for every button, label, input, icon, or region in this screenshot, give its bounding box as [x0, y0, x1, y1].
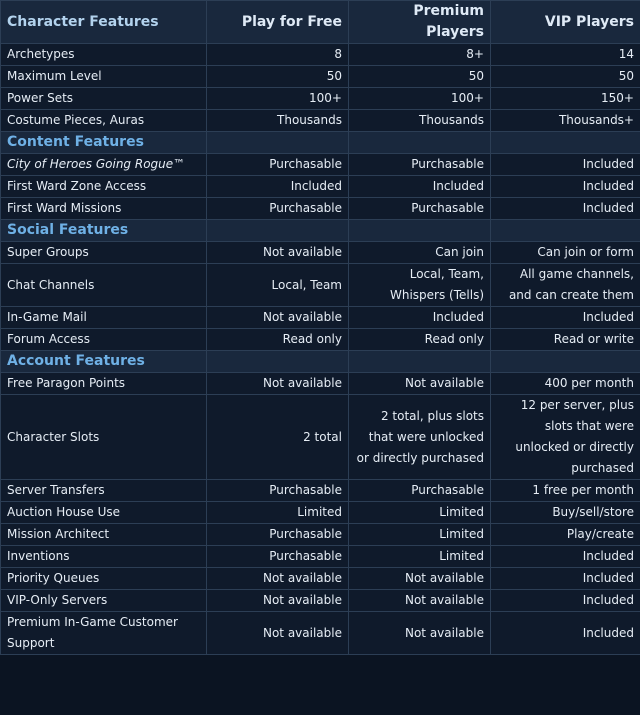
- section-empty-cell: [491, 220, 640, 242]
- feature-cell: Super Groups: [1, 242, 207, 264]
- section-empty-cell: [491, 132, 640, 154]
- premium-cell: 50: [349, 66, 491, 88]
- section-empty-cell: [349, 220, 491, 242]
- free-cell: Purchasable: [207, 198, 349, 220]
- section-header-row: [1, 351, 640, 373]
- free-cell: 2 total: [207, 395, 349, 480]
- premium-cell: Not available: [349, 612, 491, 655]
- header-play-for-free: Play for Free: [207, 1, 349, 44]
- feature-cell: Auction House Use: [1, 502, 207, 524]
- premium-cell: Local, Team, Whispers (Tells): [349, 264, 491, 307]
- free-cell: Local, Team: [207, 264, 349, 307]
- section-empty-cell: [207, 220, 349, 242]
- vip-cell: 150+: [491, 88, 640, 110]
- section-empty-cell: [349, 351, 491, 373]
- vip-cell: Included: [491, 198, 640, 220]
- free-cell: Limited: [207, 502, 349, 524]
- premium-cell: Not available: [349, 373, 491, 395]
- feature-cell: Forum Access: [1, 329, 207, 351]
- feature-cell: Inventions: [1, 546, 207, 568]
- section-empty-cell: [349, 132, 491, 154]
- vip-cell: Buy/sell/store: [491, 502, 640, 524]
- feature-cell: Power Sets: [1, 88, 207, 110]
- free-cell: Not available: [207, 590, 349, 612]
- table-row: [1, 395, 640, 480]
- free-cell: Purchasable: [207, 154, 349, 176]
- premium-cell: 8+: [349, 44, 491, 66]
- table-row: [1, 198, 640, 220]
- free-cell: Not available: [207, 242, 349, 264]
- premium-cell: 100+: [349, 88, 491, 110]
- header-vip-players: VIP Players: [491, 1, 640, 44]
- feature-cell: City of Heroes Going Rogue™: [1, 154, 207, 176]
- premium-cell: Read only: [349, 329, 491, 351]
- vip-cell: All game channels, and can create them: [491, 264, 640, 307]
- vip-cell: 14: [491, 44, 640, 66]
- premium-cell: Purchasable: [349, 480, 491, 502]
- table-row: [1, 176, 640, 198]
- free-cell: 100+: [207, 88, 349, 110]
- premium-cell: Not available: [349, 590, 491, 612]
- free-cell: Read only: [207, 329, 349, 351]
- premium-cell: Purchasable: [349, 198, 491, 220]
- section-title: Content Features: [1, 132, 207, 154]
- table-row: [1, 524, 640, 546]
- premium-cell: 2 total, plus slots that were unlocked or directly purchased: [349, 395, 491, 480]
- table-row: [1, 480, 640, 502]
- vip-cell: Can join or form: [491, 242, 640, 264]
- table-row: [1, 242, 640, 264]
- feature-cell: First Ward Missions: [1, 198, 207, 220]
- free-cell: Purchasable: [207, 480, 349, 502]
- table-row: [1, 568, 640, 590]
- feature-cell: In-Game Mail: [1, 307, 207, 329]
- premium-cell: Purchasable: [349, 154, 491, 176]
- vip-cell: Play/create: [491, 524, 640, 546]
- vip-cell: 1 free per month: [491, 480, 640, 502]
- header-row: [1, 1, 640, 44]
- table-row: [1, 329, 640, 351]
- table-row: [1, 88, 640, 110]
- free-cell: Not available: [207, 568, 349, 590]
- vip-cell: Included: [491, 154, 640, 176]
- vip-cell: Included: [491, 546, 640, 568]
- table-row: [1, 502, 640, 524]
- table-row: [1, 110, 640, 132]
- free-cell: Purchasable: [207, 546, 349, 568]
- header-character-features: Character Features: [1, 1, 207, 44]
- feature-cell: Free Paragon Points: [1, 373, 207, 395]
- vip-cell: Included: [491, 590, 640, 612]
- section-empty-cell: [207, 351, 349, 373]
- section-title: Account Features: [1, 351, 207, 373]
- table-body: [1, 44, 640, 655]
- free-cell: Thousands: [207, 110, 349, 132]
- free-cell: Included: [207, 176, 349, 198]
- free-cell: Purchasable: [207, 524, 349, 546]
- feature-cell: Priority Queues: [1, 568, 207, 590]
- free-cell: Not available: [207, 612, 349, 655]
- premium-cell: Included: [349, 307, 491, 329]
- section-empty-cell: [491, 351, 640, 373]
- table-row: [1, 373, 640, 395]
- table-row: [1, 612, 640, 655]
- section-header-row: [1, 132, 640, 154]
- premium-cell: Limited: [349, 524, 491, 546]
- feature-cell: VIP-Only Servers: [1, 590, 207, 612]
- section-header-row: [1, 220, 640, 242]
- feature-cell: Archetypes: [1, 44, 207, 66]
- premium-cell: Limited: [349, 502, 491, 524]
- feature-cell: Premium In-Game Customer Support: [1, 612, 207, 655]
- vip-cell: 400 per month: [491, 373, 640, 395]
- vip-cell: 50: [491, 66, 640, 88]
- section-empty-cell: [207, 132, 349, 154]
- free-cell: 8: [207, 44, 349, 66]
- premium-cell: Included: [349, 176, 491, 198]
- header-premium-players: Premium Players: [349, 1, 491, 44]
- section-title: Social Features: [1, 220, 207, 242]
- table-row: [1, 66, 640, 88]
- table-row: [1, 264, 640, 307]
- premium-cell: Limited: [349, 546, 491, 568]
- table-row: [1, 44, 640, 66]
- feature-cell: First Ward Zone Access: [1, 176, 207, 198]
- table-row: [1, 154, 640, 176]
- vip-cell: Included: [491, 307, 640, 329]
- vip-cell: Included: [491, 612, 640, 655]
- table-row: [1, 307, 640, 329]
- premium-cell: Thousands: [349, 110, 491, 132]
- feature-cell: Mission Architect: [1, 524, 207, 546]
- premium-cell: Not available: [349, 568, 491, 590]
- vip-cell: Read or write: [491, 329, 640, 351]
- table-row: [1, 590, 640, 612]
- free-cell: Not available: [207, 373, 349, 395]
- feature-cell: Character Slots: [1, 395, 207, 480]
- vip-cell: Included: [491, 176, 640, 198]
- free-cell: 50: [207, 66, 349, 88]
- vip-cell: Included: [491, 568, 640, 590]
- premium-cell: Can join: [349, 242, 491, 264]
- feature-cell: Server Transfers: [1, 480, 207, 502]
- vip-cell: 12 per server, plus slots that were unlocked or directly purchased: [491, 395, 640, 480]
- feature-cell: Chat Channels: [1, 264, 207, 307]
- feature-cell: Costume Pieces, Auras: [1, 110, 207, 132]
- vip-cell: Thousands+: [491, 110, 640, 132]
- table-row: [1, 546, 640, 568]
- free-cell: Not available: [207, 307, 349, 329]
- feature-cell: Maximum Level: [1, 66, 207, 88]
